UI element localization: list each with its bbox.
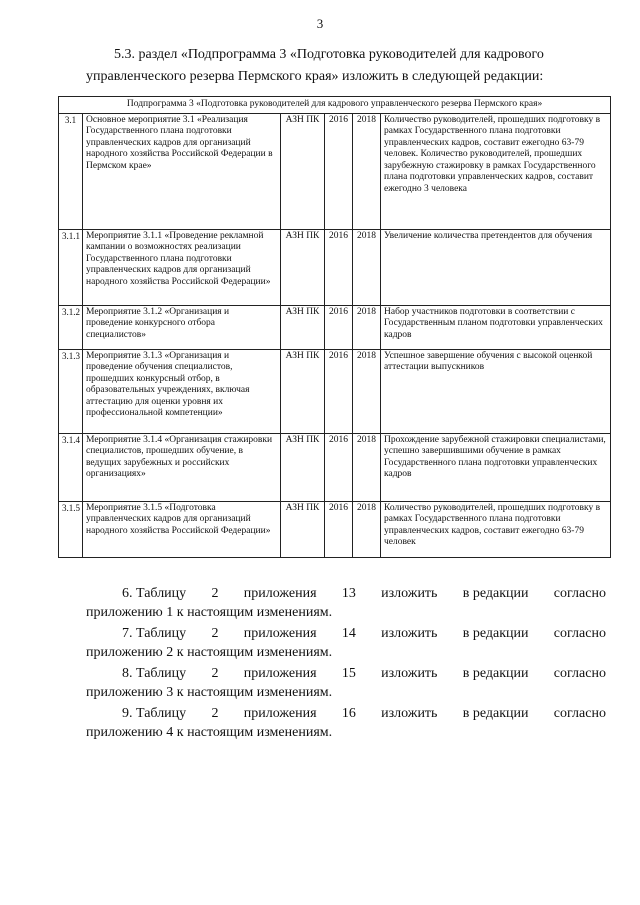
- row-number: 3.1.5: [59, 501, 83, 557]
- paragraph-word: приложения: [243, 586, 317, 601]
- expected-result: Количество руководителей, прошедших подготовку в рамках Государственного плана подготовки управленческих кадров, составит ежегодно 63-79 человек. Количество руководителей, прошедших зарубежную стажировку в рамках Государственного плана подготовки управленческих кадров, составит ежегодно 3 человека: [381, 113, 611, 229]
- row-number: 3.1.2: [59, 305, 83, 349]
- table-row: [59, 305, 611, 349]
- paragraphs: [86, 584, 606, 744]
- paragraph-word: 13: [341, 586, 356, 601]
- table-row: [59, 433, 611, 501]
- paragraph-word: в редакции: [462, 706, 529, 721]
- start-year: 2016: [325, 349, 353, 433]
- paragraph: [86, 584, 606, 622]
- activity-name: Мероприятие 3.1.5 «Подготовка управленческих кадров для организаций народного хозяйства Российской Федерации»: [83, 501, 281, 557]
- paragraph-line-1: [86, 624, 606, 643]
- executor: АЗН ПК: [281, 305, 325, 349]
- paragraph-word: 16: [341, 706, 356, 721]
- table-header-row: [59, 97, 611, 114]
- paragraph-word: согласно: [553, 626, 606, 641]
- executor: АЗН ПК: [281, 433, 325, 501]
- paragraph-word: 7. Таблицу: [122, 626, 187, 641]
- start-year: 2016: [325, 305, 353, 349]
- paragraph-line-1: [86, 584, 606, 603]
- paragraph-word: в редакции: [462, 586, 529, 601]
- paragraph-word: изложить: [381, 626, 438, 641]
- expected-result: Прохождение зарубежной стажировки специалистами, успешно завершившими обучение в рамках Государственного плана подготовки управленческих кадров: [381, 433, 611, 501]
- subprogram-title: Подпрограмма 3 «Подготовка руководителей для кадрового управленческого резерва Пермского края»: [59, 97, 611, 114]
- start-year: 2016: [325, 501, 353, 557]
- paragraph-line-2: приложению 2 к настоящим изменениям.: [86, 645, 333, 660]
- paragraph-word: изложить: [381, 706, 438, 721]
- activity-name: Мероприятие 3.1.2 «Организация и проведение конкурсного отбора специалистов»: [83, 305, 281, 349]
- executor: АЗН ПК: [281, 113, 325, 229]
- expected-result: Увеличение количества претендентов для обучения: [381, 229, 611, 305]
- paragraph-line-2: приложению 3 к настоящим изменениям.: [86, 685, 333, 700]
- paragraph-line-1: [86, 664, 606, 683]
- end-year: 2018: [353, 433, 381, 501]
- paragraph: [86, 664, 606, 702]
- table-row: [59, 229, 611, 305]
- paragraph-word: в редакции: [462, 626, 529, 641]
- paragraph-line-2: приложению 4 к настоящим изменениям.: [86, 725, 333, 740]
- activity-name: Мероприятие 3.1.1 «Проведение рекламной кампании о возможностях реализации Государственного плана подготовки управленческих кадров для организаций народного хозяйства Российской Федерации»: [83, 229, 281, 305]
- end-year: 2018: [353, 229, 381, 305]
- paragraph-word: в редакции: [462, 666, 529, 681]
- end-year: 2018: [353, 305, 381, 349]
- paragraph-word: приложения: [243, 706, 317, 721]
- executor: АЗН ПК: [281, 349, 325, 433]
- page-number: 3: [316, 16, 324, 31]
- row-number: 3.1: [59, 113, 83, 229]
- subprogram-table: [58, 96, 611, 558]
- paragraph-word: 15: [341, 666, 356, 681]
- expected-result: Количество руководителей, прошедших подготовку в рамках Государственного плана подготовки управленческих кадров, составит ежегодно 63-79 человек: [381, 501, 611, 557]
- paragraph-word: приложения: [243, 626, 317, 641]
- paragraph-line-1: [86, 704, 606, 723]
- expected-result: Набор участников подготовки в соответствии с Государственным планом подготовки управленческих кадров: [381, 305, 611, 349]
- paragraph-word: 8. Таблицу: [122, 666, 187, 681]
- executor: АЗН ПК: [281, 501, 325, 557]
- executor: АЗН ПК: [281, 229, 325, 305]
- paragraph-word: 2: [211, 666, 219, 681]
- expected-result: Успешное завершение обучения с высокой оценкой аттестации выпускников: [381, 349, 611, 433]
- end-year: 2018: [353, 349, 381, 433]
- paragraph-word: 9. Таблицу: [122, 706, 187, 721]
- paragraph-word: согласно: [553, 706, 606, 721]
- section-heading: [86, 44, 606, 88]
- activity-name: Основное мероприятие 3.1 «Реализация Государственного плана подготовки управленческих кадров для организаций народного хозяйства Российской Федерации в Пермском крае»: [83, 113, 281, 229]
- activity-name: Мероприятие 3.1.4 «Организация стажировки специалистов, прошедших обучение, в ведущих зарубежных и российских организациях»: [83, 433, 281, 501]
- start-year: 2016: [325, 113, 353, 229]
- paragraph-word: приложения: [243, 666, 317, 681]
- paragraph-line-2: приложению 1 к настоящим изменениям.: [86, 605, 333, 620]
- heading-line-2: управленческого резерва Пермского края» изложить в следующей редакции:: [86, 69, 544, 84]
- paragraph-word: согласно: [553, 666, 606, 681]
- paragraph-word: согласно: [553, 586, 606, 601]
- table-row: [59, 349, 611, 433]
- paragraph-word: 6. Таблицу: [122, 586, 187, 601]
- row-number: 3.1.4: [59, 433, 83, 501]
- start-year: 2016: [325, 433, 353, 501]
- paragraph: [86, 704, 606, 742]
- paragraph-word: 2: [211, 586, 219, 601]
- paragraph-word: 14: [341, 626, 356, 641]
- row-number: 3.1.1: [59, 229, 83, 305]
- table-row: [59, 113, 611, 229]
- end-year: 2018: [353, 113, 381, 229]
- table-row: [59, 501, 611, 557]
- end-year: 2018: [353, 501, 381, 557]
- paragraph-word: изложить: [381, 586, 438, 601]
- activity-name: Мероприятие 3.1.3 «Организация и проведение обучения специалистов, прошедших конкурсный отбор, в образовательных учреждениях, включая аттестацию для оценки уровня их профессиональной компетенции»: [83, 349, 281, 433]
- paragraph-word: 2: [211, 626, 219, 641]
- row-number: 3.1.3: [59, 349, 83, 433]
- start-year: 2016: [325, 229, 353, 305]
- heading-line-1: 5.3. раздел «Подпрограмма 3 «Подготовка руководителей для кадрового: [114, 47, 544, 62]
- paragraph: [86, 624, 606, 662]
- paragraph-word: изложить: [381, 666, 438, 681]
- paragraph-word: 2: [211, 706, 219, 721]
